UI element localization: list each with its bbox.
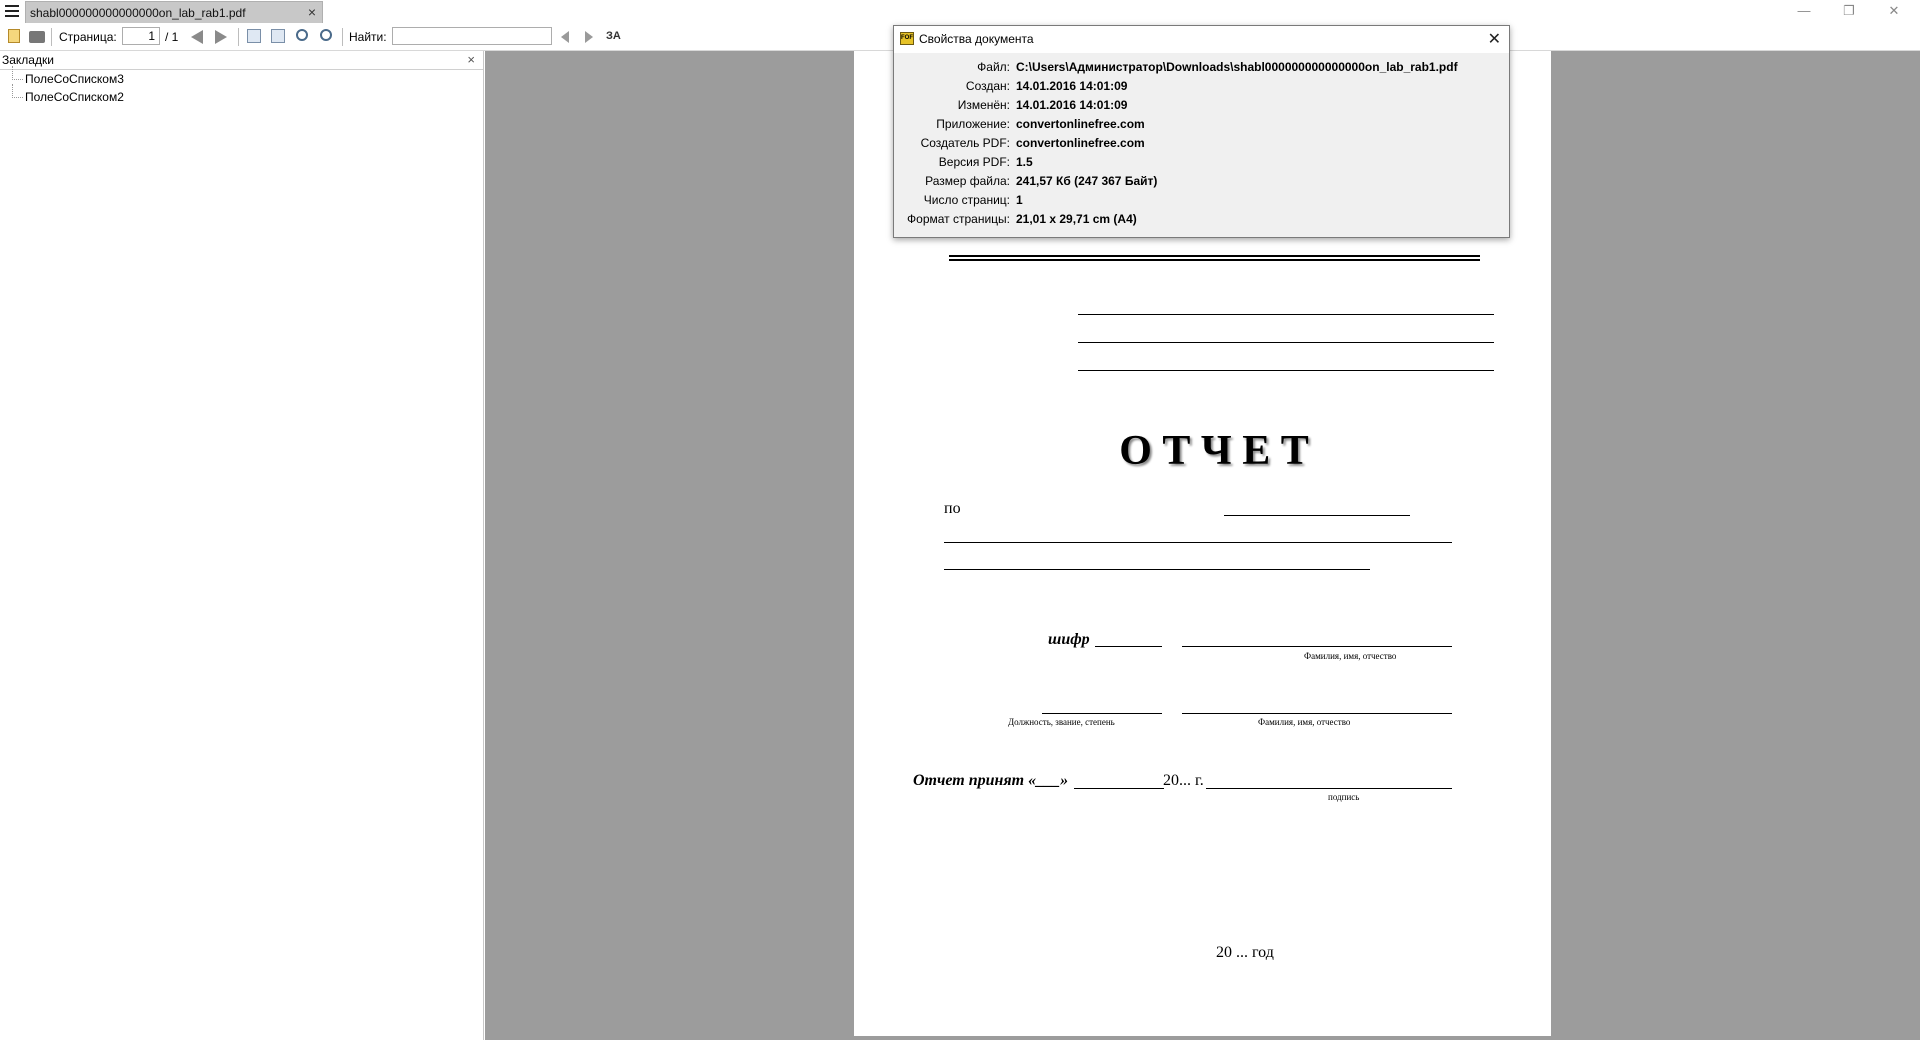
find-input[interactable]: [392, 27, 552, 45]
double-rule-top: [949, 255, 1480, 257]
open-document-icon[interactable]: [8, 29, 20, 43]
property-value: C:\Users\Администратор\Downloads\shabl000000000000000on_lab_rab1.pdf: [1016, 60, 1458, 74]
year-mid: 20... г.: [1163, 772, 1204, 789]
property-label: Приложение:: [936, 117, 1010, 131]
tree-line: [12, 84, 23, 98]
find-label: Найти:: [349, 30, 387, 44]
print-icon[interactable]: [29, 31, 45, 43]
property-label: Создатель PDF:: [920, 136, 1010, 150]
header-line: [1078, 342, 1494, 343]
property-label: Версия PDF:: [938, 155, 1010, 169]
find-next-icon[interactable]: [585, 31, 593, 43]
property-row: [894, 210, 1509, 229]
property-label: Изменён:: [957, 98, 1010, 112]
header-line: [1078, 370, 1494, 371]
bookmarks-header: [0, 51, 483, 70]
date-line: [1074, 788, 1164, 789]
subject-line: [1224, 515, 1410, 516]
dialog-close-button[interactable]: ✕: [1487, 31, 1501, 48]
bookmark-label: ПолеСоСписком2: [25, 90, 124, 104]
toolbar-separator: [238, 28, 239, 46]
report-heading: О Т Ч Е Т: [1119, 428, 1309, 474]
minimize-button[interactable]: —: [1797, 3, 1811, 18]
window-close-button[interactable]: ✕: [1888, 3, 1900, 18]
property-label: Формат страницы:: [907, 212, 1010, 226]
header-line: [1078, 314, 1494, 315]
fio-line: [1182, 713, 1452, 714]
tree-line: [12, 66, 23, 80]
property-value: 14.01.2016 14:01:09: [1016, 79, 1128, 93]
app-icon: FOF: [900, 32, 914, 45]
page-total: / 1: [165, 30, 179, 44]
bookmarks-close-icon[interactable]: ×: [467, 52, 475, 67]
signature-line: [1206, 788, 1452, 789]
tab-bar: [0, 0, 1920, 24]
property-row: [894, 172, 1509, 191]
property-value: 14.01.2016 14:01:09: [1016, 98, 1128, 112]
tab-close-icon[interactable]: ×: [307, 4, 316, 20]
fit-width-icon[interactable]: [247, 29, 261, 43]
menu-icon[interactable]: [5, 5, 19, 19]
position-caption: Должность, звание, степень: [1008, 717, 1115, 727]
accepted-label: Отчет принят «___»: [913, 772, 1069, 789]
signature-caption: подпись: [1328, 792, 1360, 802]
previous-page-icon[interactable]: [191, 30, 203, 44]
bookmarks-panel: [0, 51, 484, 1040]
shifr-label: шифр: [1048, 631, 1090, 648]
match-case-icon[interactable]: ЗA: [606, 30, 621, 42]
fio-line: [1182, 646, 1452, 647]
po-label: по: [944, 500, 961, 517]
next-page-icon[interactable]: [215, 30, 227, 44]
restore-button[interactable]: ❐: [1843, 3, 1855, 18]
document-properties-dialog: [893, 25, 1510, 238]
property-row: [894, 58, 1509, 77]
subject-line: [944, 542, 1452, 543]
page-label: Страница:: [59, 30, 117, 44]
property-row: [894, 96, 1509, 115]
property-row: [894, 191, 1509, 210]
tab-title: shabl000000000000000on_lab_rab1.pdf: [30, 6, 246, 20]
property-value: 1.5: [1016, 155, 1033, 169]
zoom-in-icon[interactable]: [320, 29, 332, 41]
subject-line: [944, 569, 1370, 570]
property-value: 1: [1016, 193, 1023, 207]
fio-caption: Фамилия, имя, отчество: [1304, 651, 1397, 661]
property-row: [894, 77, 1509, 96]
dialog-titlebar[interactable]: [894, 26, 1509, 53]
zoom-out-icon[interactable]: [296, 29, 308, 41]
double-rule-bottom: [949, 259, 1480, 261]
page-number-input[interactable]: [122, 27, 160, 45]
find-previous-icon[interactable]: [561, 31, 569, 43]
toolbar-separator: [51, 28, 52, 46]
property-value: convertonlinefree.com: [1016, 136, 1145, 150]
shifr-line: [1095, 646, 1162, 647]
property-value: 21,01 x 29,71 cm (A4): [1016, 212, 1137, 226]
fio-caption: Фамилия, имя, отчество: [1258, 717, 1351, 727]
property-label: Создан:: [965, 79, 1010, 93]
position-line: [1042, 713, 1162, 714]
property-row: [894, 153, 1509, 172]
property-label: Число страниц:: [923, 193, 1010, 207]
property-row: [894, 134, 1509, 153]
document-tab[interactable]: [25, 1, 323, 23]
fit-page-icon[interactable]: [271, 29, 285, 43]
property-row: [894, 115, 1509, 134]
footer-year: 20 ... год: [1216, 944, 1274, 961]
property-label: Файл:: [977, 60, 1010, 74]
dialog-title: Свойства документа: [919, 32, 1034, 46]
property-label: Размер файла:: [925, 174, 1010, 188]
bookmark-label: ПолеСоСписком3: [25, 72, 124, 86]
toolbar-separator: [342, 28, 343, 46]
property-value: convertonlinefree.com: [1016, 117, 1145, 131]
bookmarks-title: Закладки: [2, 53, 54, 67]
property-value: 241,57 Кб (247 367 Байт): [1016, 174, 1158, 188]
